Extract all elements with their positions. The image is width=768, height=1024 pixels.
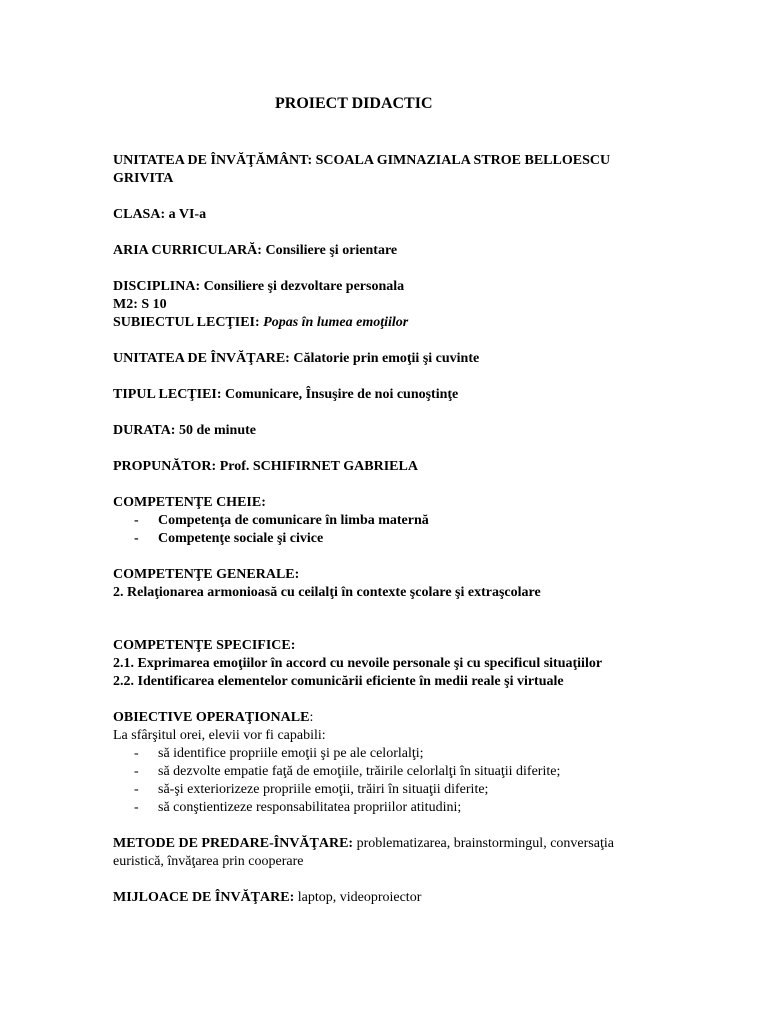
label-unitatea-invatamant: UNITATEA DE ÎNVĂŢĂMÂNT: [113,153,313,168]
value-disciplina: Consiliere şi dezvoltare personala [203,279,405,294]
list-item [113,745,673,763]
value-unitatea-invatamant-cont: GRIVITA [113,171,174,186]
obiective-intro: La sfârşitul orei, elevii vor fi capabili: [113,728,326,743]
section-metode [113,835,673,871]
section-disciplina [113,278,673,296]
value-subiectul: Popas în lumea emoţiilor [263,315,409,330]
label-unitatea-invatare: UNITATEA DE ÎNVĂŢARE: [113,351,290,366]
obiective-colon: : [309,710,314,725]
dash-bullet: - [134,800,139,815]
obiectiv-text: să dezvolte empatie faţă de emoţiile, trăirile celorlalţi în situaţii diferite; [158,764,561,779]
dash-bullet: - [134,746,139,761]
competenta-generala-text: 2. Relaţionarea armonioasă cu ceilalţi în contexte şcolare şi extraşcolare [113,585,541,600]
dash-bullet: - [134,764,139,779]
competenta-specifica-text: 2.2. Identificarea elementelor comunicării eficiente în medii reale şi virtuale [113,674,564,689]
value-unitatea-invatare: Călatorie prin emoţii şi cuvinte [293,351,480,366]
label-competente-specifice: COMPETENŢE SPECIFICE: [113,638,296,653]
label-metode: METODE DE PREDARE-ÎNVĂŢARE: [113,836,354,851]
section-unitatea-invatare [113,350,673,368]
list-item [113,799,673,817]
dash-bullet: - [134,531,139,546]
label-subiectul: SUBIECTUL LECŢIEI: [113,315,260,330]
dash-bullet: - [134,782,139,797]
list-item [113,781,673,799]
competenta-specifica-text: 2.1. Exprimarea emoţiilor în accord cu nevoile personale şi cu specificul situaţiilor [113,656,603,671]
section-propunator [113,458,673,476]
document-body [113,152,673,907]
value-tipul: Comunicare, Însuşire de noi cunoştinţe [225,387,459,402]
list-item [113,530,673,548]
list-item [113,763,673,781]
value-propunator: Prof. SCHIFIRNET GABRIELA [219,459,418,474]
value-clasa: a VI-a [168,207,207,222]
label-tipul: TIPUL LECŢIEI: [113,387,222,402]
obiectiv-text: să-şi exteriorizeze propriile emoţii, trăiri în situaţii diferite; [158,782,489,797]
label-competente-generale: COMPETENŢE GENERALE: [113,567,300,582]
value-aria: Consiliere şi orientare [265,243,398,258]
list-item [113,512,673,530]
section-durata [113,422,673,440]
label-disciplina: DISCIPLINA: [113,279,201,294]
competenta-cheie-text: Competenţe sociale şi civice [158,531,324,546]
label-obiective: OBIECTIVE OPERAŢIONALE [113,710,310,725]
value-metode-cont: euristică, învăţarea prin cooperare [113,854,304,869]
section-competente-generale [113,566,673,602]
m2-line: M2: S 10 [113,297,167,312]
section-mijloace [113,889,673,907]
value-metode: problematizarea, brainstormingul, conversaţia [356,836,614,851]
obiectiv-text: să identifice propriile emoţii şi pe ale celorlalţi; [158,746,424,761]
value-durata: 50 de minute [178,423,256,438]
dash-bullet: - [134,513,139,528]
section-obiective [113,709,673,817]
value-mijloace: laptop, videoproiector [297,890,422,905]
section-subiectul [113,314,673,332]
section-tipul-lectiei [113,386,673,404]
value-unitatea-invatamant: SCOALA GIMNAZIALA STROE BELLOESCU [315,153,611,168]
label-mijloace: MIJLOACE DE ÎNVĂŢARE: [113,890,295,905]
label-propunator: PROPUNĂTOR: [113,459,217,474]
label-competente-cheie: COMPETENŢE CHEIE: [113,495,266,510]
document-title: PROIECT DIDACTIC [275,95,433,112]
label-clasa: CLASA: [113,207,166,222]
section-competente-specifice [113,637,673,691]
section-aria-curriculara [113,242,673,260]
label-durata: DURATA: [113,423,176,438]
competenta-cheie-text: Competenţa de comunicare în limba maternă [158,513,429,528]
section-unitatea-invatamant [113,152,673,188]
section-clasa [113,206,673,224]
label-aria: ARIA CURRICULARĂ: [113,243,262,258]
obiectiv-text: să conştientizeze responsabilitatea propriilor atitudini; [158,800,462,815]
section-competente-cheie [113,494,673,548]
